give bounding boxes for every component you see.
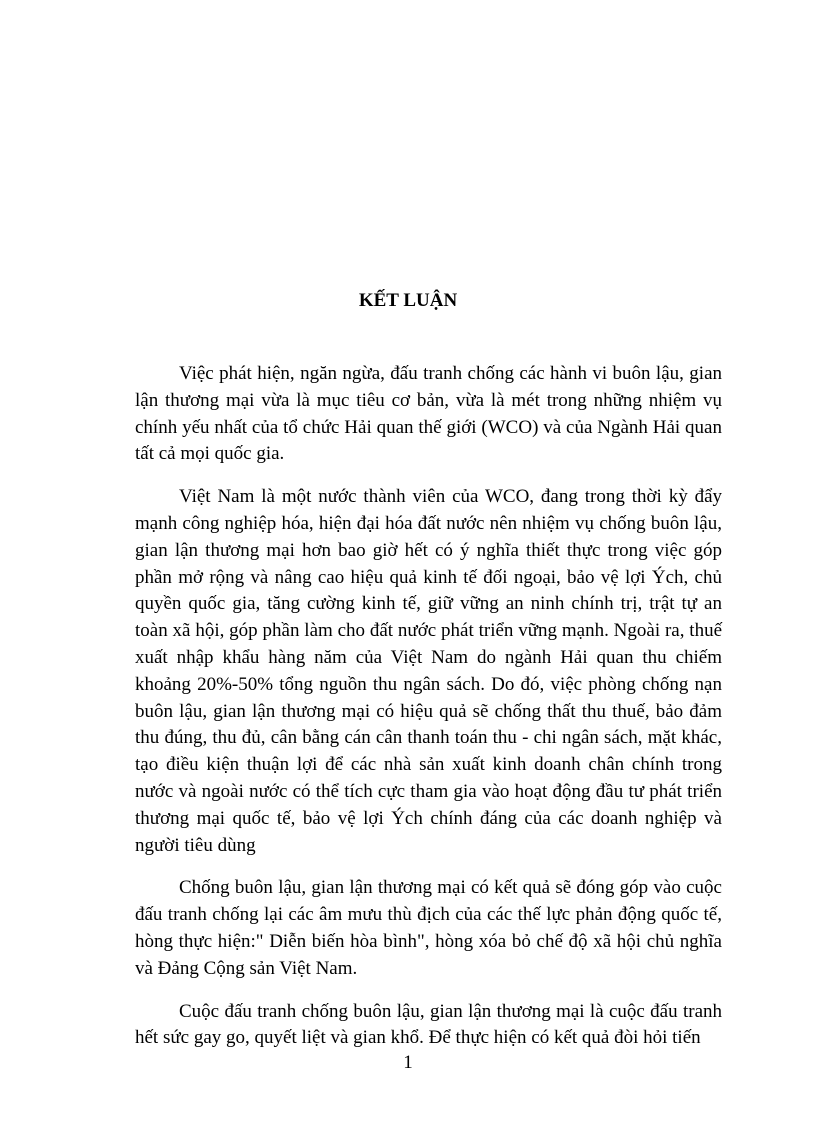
paragraph-4: Cuộc đấu tranh chống buôn lậu, gian lận thương mại là cuộc đấu tranh hết sức gay go, quyết liệt và gian khổ. Để thực hiện có kết quả đòi hỏi tiến bbox=[135, 1000, 722, 1049]
page-title: KẾT LUẬN bbox=[358, 290, 458, 311]
page-number: 1 bbox=[403, 1052, 413, 1073]
paragraph-1: Việc phát hiện, ngăn ngừa, đấu tranh chống các hành vi buôn lậu, gian lận thương mại vừa là mục tiêu cơ bản, vừa là mét trong những nhiệm vụ chính yếu nhất của tổ chức Hải quan thế giới (WCO) và của Ngành Hải quan tất cả mọi quốc gia. bbox=[135, 363, 722, 465]
paragraph-3: Chống buôn lậu, gian lận thương mại có kết quả sẽ đóng góp vào cuộc đấu tranh chống lại các âm mưu thù địch của các thế lực phản động quốc tế, hòng thực hiện:" Diễn biến hòa bình", hòng xóa bỏ chế độ xã hội chủ nghĩa và Đảng Cộng sản Việt Nam. bbox=[135, 877, 722, 979]
paragraph-2: Việt Nam là một nước thành viên của WCO, đang trong thời kỳ đẩy mạnh công nghiệp hóa, hiện đại hóa đất nước nên nhiệm vụ chống buôn lậu, gian lận thương mại hơn bao giờ hết có ý nghĩa thiết thực trong việc góp phần mở rộng và nâng cao hiệu quả kinh tế đối ngoại, bảo vệ lợi Ých, chủ quyền quốc gia, tăng cường kinh tế, giữ vững an ninh chính trị, trật tự an toàn xã hội, góp phần làm cho đất nước phát triển vững mạnh. Ngoài ra, thuế xuất nhập khẩu hàng năm của Việt Nam do ngành Hải quan thu chiếm khoảng 20%-50% tổng nguồn thu ngân sách. Do đó, việc phòng chống nạn buôn lậu, gian lận thương mại có hiệu quả sẽ chống thất thu thuế, bảo đảm thu đúng, thu đủ, cân bằng cán cân thanh toán thu - chi ngân sách, mặt khác, tạo điều kiện thuận lợi để các nhà sản xuất kinh doanh chân chính trong nước và ngoài nước có thể tích cực tham gia vào hoạt động đầu tư phát triển thương mại quốc tế, bảo vệ lợi Ých chính đáng của các doanh nghiệp và người tiêu dùng bbox=[135, 486, 722, 856]
document-body bbox=[135, 361, 722, 1068]
